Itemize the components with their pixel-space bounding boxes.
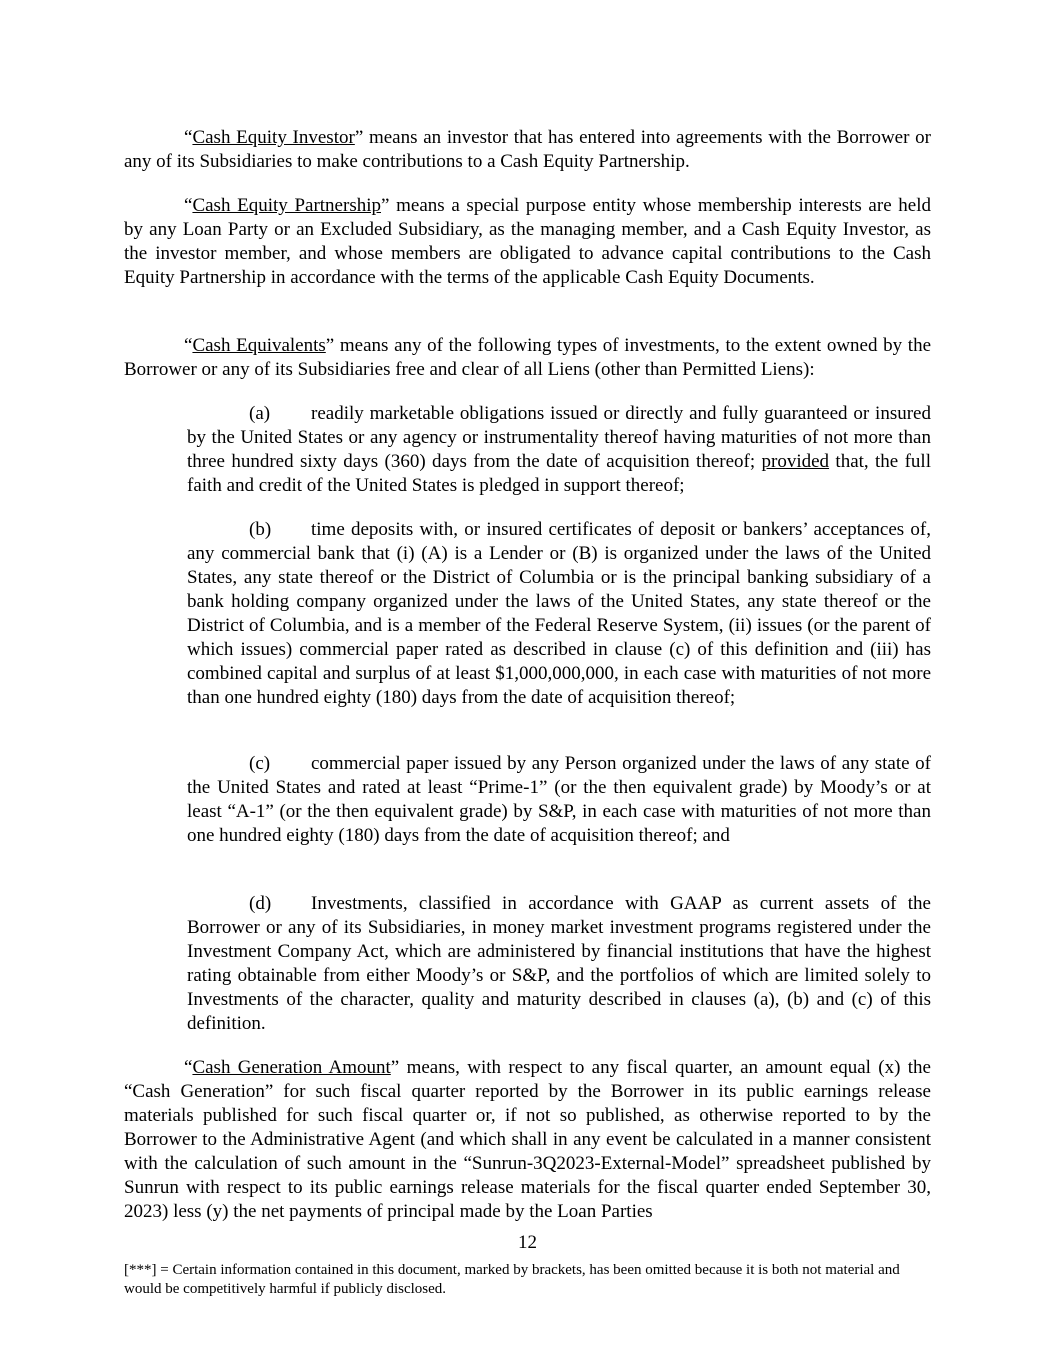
defined-term: Cash Generation Amount bbox=[192, 1057, 391, 1078]
clause-label: (d) bbox=[249, 893, 272, 914]
definition-cash-equity-partnership: “Cash Equity Partnership” means a special purpose entity whose membership interests are held by any Loan Party or an Excluded Subsidiary, as the managing member, and a Cash Equity Investor, as the investor member, and whose members are obligated to advance capital contributions to the Cash Equity Partnership in accordance with the terms of the applicable Cash Equity Documents. bbox=[124, 195, 932, 288]
definition-cash-equivalents: “Cash Equivalents” means any of the following types of investments, to the extent owned by the Borrower or any of its Subsidiaries free and clear of all Liens (other than Permitted Liens): bbox=[124, 335, 932, 380]
footnote: [***] = Certain information contained in this document, marked by brackets, has been omitted because it is both not material and would be competitively harmful if publicly disclosed. bbox=[124, 1262, 900, 1297]
definition-cash-generation-amount: “Cash Generation Amount” means, with respect to any fiscal quarter, an amount equal (x) the “Cash Generation” for such fiscal quarter reported by the Borrower in its public earnings release materials published for such fiscal quarter or, if not so published, as otherwise reported to by the Borrower to the Administrative Agent (and which shall in any event be calculated in a manner consistent with the calculation of such amount in the “Sunrun-3Q2023-External-Model” spreadsheet published by Sunrun with respect to its public earnings release materials for the fiscal quarter ended September 30, 2023) less (y) the net payments of principal made by the Loan Parties bbox=[124, 1057, 931, 1222]
clause-d: (d) Investments, classified in accordance with GAAP as current assets of the Borrower or any of its Subsidiaries, in money market investment programs registered under the Investment Company Act, which are administered by financial institutions that have the highest rating obtainable from either Moody’s or S&P, and the portfolios of which are limited solely to Investments of the character, quality and maturity described in clauses (a), (b) and (c) of this definition. bbox=[187, 893, 931, 1034]
clause-a: (a) readily marketable obligations issued or directly and fully guaranteed or insured by the United States or any agency or instrumentality thereof having maturities of not more than three hundred sixty days (360) days from the date of acquisition thereof; provided that, the full faith and credit of the United States is pledged in support thereof; bbox=[187, 403, 931, 496]
clause-label: (a) bbox=[249, 403, 271, 424]
defined-term: Cash Equity Partnership bbox=[192, 195, 381, 216]
clause-label: (c) bbox=[249, 753, 271, 774]
defined-term: Cash Equity Investor bbox=[192, 127, 355, 148]
provided-term: provided bbox=[761, 451, 830, 472]
definition-cash-equity-investor: “Cash Equity Investor” means an investor that has entered into agreements with the Borrower or any of its Subsidiaries to make contributions to a Cash Equity Partnership. bbox=[124, 127, 931, 172]
clause-b: (b) time deposits with, or insured certificates of deposit or bankers’ acceptances of, any commercial bank that (i) (A) is a Lender or (B) is organized under the laws of the United States, any state thereof or the District of Columbia or is the principal banking subsidiary of a bank holding company organized under the laws of the United States, any state thereof or the District of Columbia, and is a member of the Federal Reserve System, (ii) issues (or the parent of which issues) commercial paper rated as described in clause (c) of this definition and (iii) has combined capital and surplus of at least $1,000,000,000, in each case with maturities of not more than one hundred eighty (180) days from the date of acquisition thereof; bbox=[187, 519, 931, 708]
clause-label: (b) bbox=[249, 519, 272, 540]
page-number: 12 bbox=[518, 1232, 537, 1253]
clause-c: (c) commercial paper issued by any Person organized under the laws of any state of the United States and rated at least “Prime-1” (or the then equivalent grade) by Moody’s or at least “A-1” (or the then equivalent grade) by S&P, in each case with maturities of not more than one hundred eighty (180) days from the date of acquisition thereof; and bbox=[187, 753, 931, 846]
defined-term: Cash Equivalents bbox=[192, 335, 326, 356]
